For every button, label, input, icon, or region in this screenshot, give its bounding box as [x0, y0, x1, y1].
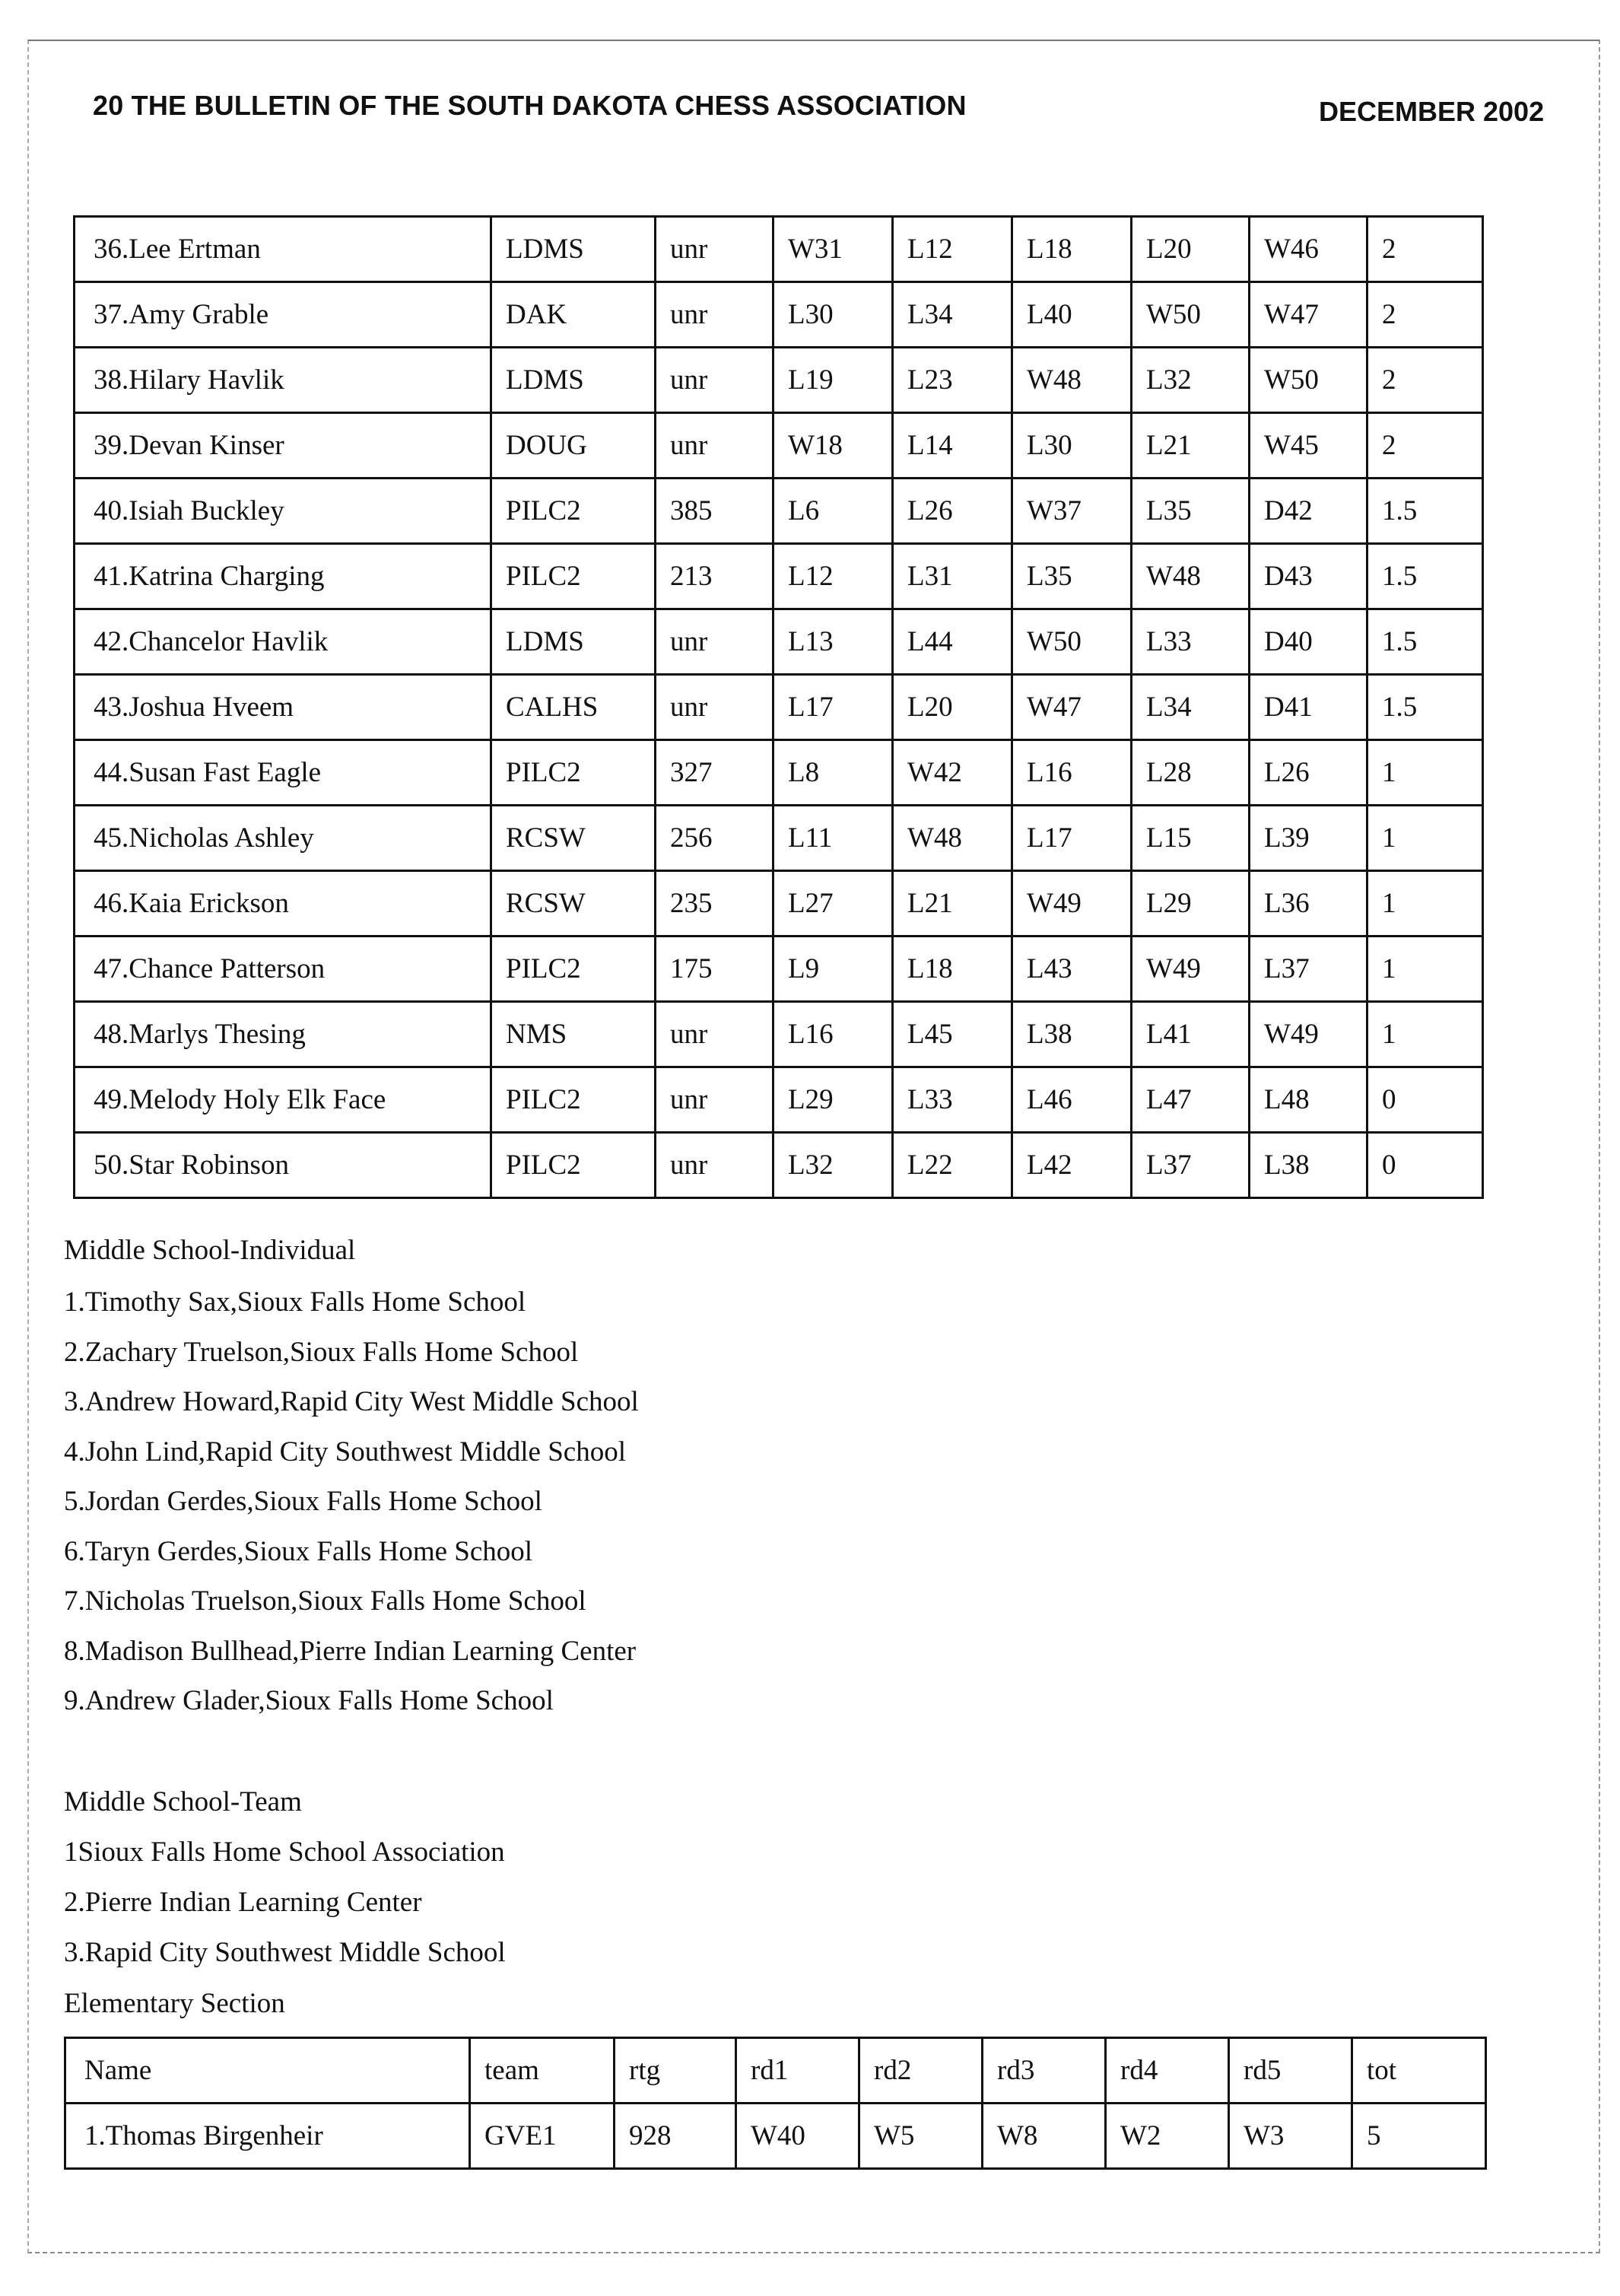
team-cell: RCSW: [491, 871, 656, 937]
player-name-cell: 39.Devan Kinser: [75, 413, 491, 479]
total-cell: 5: [1352, 2104, 1486, 2169]
table-row: [75, 937, 1483, 1002]
total-cell: 1: [1367, 871, 1483, 937]
player-name-cell: 38.Hilary Havlik: [75, 348, 491, 413]
round-5-cell: L37: [1250, 937, 1367, 1002]
round-2-cell: L31: [893, 544, 1012, 609]
player-name-cell: 40.Isiah Buckley: [75, 479, 491, 544]
round-3-cell: L40: [1012, 282, 1132, 348]
round-5-cell: D43: [1250, 544, 1367, 609]
player-name-cell: 48.Marlys Thesing: [75, 1002, 491, 1067]
round-3-cell: L35: [1012, 544, 1132, 609]
total-cell: 1.5: [1367, 609, 1483, 675]
table-row: [75, 544, 1483, 609]
player-name-cell: 42.Chancelor Havlik: [75, 609, 491, 675]
rating-cell: unr: [656, 1133, 773, 1198]
round-5-cell: W47: [1250, 282, 1367, 348]
list-item: 1Sioux Falls Home School Association: [64, 1836, 505, 1868]
rating-cell: 213: [656, 544, 773, 609]
total-cell: 1.5: [1367, 675, 1483, 740]
round-1-cell: L16: [773, 1002, 893, 1067]
column-header: rd4: [1106, 2038, 1229, 2104]
column-header: rd1: [736, 2038, 859, 2104]
round-3-cell: L16: [1012, 740, 1132, 806]
round-1-cell: L17: [773, 675, 893, 740]
list-item: 9.Andrew Glader,Sioux Falls Home School: [64, 1685, 554, 1716]
player-name-cell: 46.Kaia Erickson: [75, 871, 491, 937]
team-cell: DAK: [491, 282, 656, 348]
round-1-cell: L12: [773, 544, 893, 609]
round-3-cell: L43: [1012, 937, 1132, 1002]
player-name-cell: 50.Star Robinson: [75, 1133, 491, 1198]
team-cell: PILC2: [491, 544, 656, 609]
list-item: 4.John Lind,Rapid City Southwest Middle School: [64, 1436, 626, 1468]
round-2-cell: L22: [893, 1133, 1012, 1198]
results-table-elementary: [64, 2037, 1487, 2170]
table-header-row: [65, 2038, 1486, 2104]
issue-date: DECEMBER 2002: [1319, 96, 1545, 127]
round-4-cell: L34: [1132, 675, 1250, 740]
middle-individual-heading: Middle School-Individual: [64, 1235, 356, 1266]
team-cell: PILC2: [491, 479, 656, 544]
list-item: 8.Madison Bullhead,Pierre Indian Learning Center: [64, 1635, 637, 1667]
total-cell: 1.5: [1367, 544, 1483, 609]
round-2-cell: W5: [859, 2104, 983, 2169]
round-3-cell: W49: [1012, 871, 1132, 937]
rating-cell: unr: [656, 348, 773, 413]
round-5-cell: D41: [1250, 675, 1367, 740]
results-table-middle-school: [73, 215, 1484, 1199]
round-1-cell: L9: [773, 937, 893, 1002]
round-5-cell: D40: [1250, 609, 1367, 675]
player-name-cell: 37.Amy Grable: [75, 282, 491, 348]
round-4-cell: W2: [1106, 2104, 1229, 2169]
rating-cell: unr: [656, 217, 773, 282]
column-header: rd2: [859, 2038, 983, 2104]
player-name-cell: 43.Joshua Hveem: [75, 675, 491, 740]
round-4-cell: L35: [1132, 479, 1250, 544]
table-row: [75, 1002, 1483, 1067]
round-4-cell: L32: [1132, 348, 1250, 413]
team-cell: LDMS: [491, 348, 656, 413]
total-cell: 2: [1367, 413, 1483, 479]
round-4-cell: W48: [1132, 544, 1250, 609]
team-cell: DOUG: [491, 413, 656, 479]
round-2-cell: L45: [893, 1002, 1012, 1067]
player-name-cell: 45.Nicholas Ashley: [75, 806, 491, 871]
rating-cell: unr: [656, 609, 773, 675]
column-header: Name: [65, 2038, 470, 2104]
table-row: [75, 1133, 1483, 1198]
total-cell: 0: [1367, 1133, 1483, 1198]
round-1-cell: W18: [773, 413, 893, 479]
round-2-cell: L21: [893, 871, 1012, 937]
player-name-cell: 41.Katrina Charging: [75, 544, 491, 609]
rating-cell: 385: [656, 479, 773, 544]
round-1-cell: L6: [773, 479, 893, 544]
round-5-cell: W45: [1250, 413, 1367, 479]
player-name-cell: 47.Chance Patterson: [75, 937, 491, 1002]
team-cell: LDMS: [491, 217, 656, 282]
round-3-cell: L17: [1012, 806, 1132, 871]
table-row: [75, 413, 1483, 479]
total-cell: 2: [1367, 282, 1483, 348]
round-3-cell: W48: [1012, 348, 1132, 413]
column-header: rd3: [983, 2038, 1106, 2104]
round-3-cell: W37: [1012, 479, 1132, 544]
round-3-cell: W50: [1012, 609, 1132, 675]
round-3-cell: L42: [1012, 1133, 1132, 1198]
round-4-cell: L47: [1132, 1067, 1250, 1133]
round-4-cell: L41: [1132, 1002, 1250, 1067]
list-item: 2.Pierre Indian Learning Center: [64, 1887, 422, 1918]
rating-cell: 175: [656, 937, 773, 1002]
round-5-cell: W3: [1229, 2104, 1352, 2169]
round-5-cell: W50: [1250, 348, 1367, 413]
round-3-cell: L30: [1012, 413, 1132, 479]
column-header: team: [470, 2038, 615, 2104]
table-row: [75, 1067, 1483, 1133]
team-cell: GVE1: [470, 2104, 615, 2169]
round-4-cell: L29: [1132, 871, 1250, 937]
round-4-cell: L33: [1132, 609, 1250, 675]
round-5-cell: L36: [1250, 871, 1367, 937]
rating-cell: 327: [656, 740, 773, 806]
round-2-cell: L33: [893, 1067, 1012, 1133]
round-1-cell: L27: [773, 871, 893, 937]
table-row: [75, 675, 1483, 740]
round-5-cell: W49: [1250, 1002, 1367, 1067]
round-5-cell: L38: [1250, 1133, 1367, 1198]
round-3-cell: L38: [1012, 1002, 1132, 1067]
total-cell: 2: [1367, 217, 1483, 282]
total-cell: 1: [1367, 806, 1483, 871]
round-2-cell: W42: [893, 740, 1012, 806]
round-4-cell: L15: [1132, 806, 1250, 871]
round-4-cell: L37: [1132, 1133, 1250, 1198]
total-cell: 1: [1367, 740, 1483, 806]
rating-cell: 928: [615, 2104, 736, 2169]
total-cell: 1.5: [1367, 479, 1483, 544]
table-row: [75, 282, 1483, 348]
round-1-cell: L32: [773, 1133, 893, 1198]
table-row: [75, 871, 1483, 937]
table-row: [65, 2104, 1486, 2169]
round-3-cell: W8: [983, 2104, 1106, 2169]
team-cell: PILC2: [491, 937, 656, 1002]
round-2-cell: L26: [893, 479, 1012, 544]
rating-cell: unr: [656, 1002, 773, 1067]
team-cell: PILC2: [491, 740, 656, 806]
list-item: 2.Zachary Truelson,Sioux Falls Home School: [64, 1336, 579, 1368]
player-name-cell: 44.Susan Fast Eagle: [75, 740, 491, 806]
round-3-cell: L46: [1012, 1067, 1132, 1133]
round-1-cell: L11: [773, 806, 893, 871]
rating-cell: unr: [656, 282, 773, 348]
round-3-cell: L18: [1012, 217, 1132, 282]
round-4-cell: W50: [1132, 282, 1250, 348]
total-cell: 0: [1367, 1067, 1483, 1133]
middle-team-heading: Middle School-Team: [64, 1786, 302, 1817]
team-cell: NMS: [491, 1002, 656, 1067]
round-5-cell: L39: [1250, 806, 1367, 871]
team-cell: PILC2: [491, 1067, 656, 1133]
total-cell: 1: [1367, 937, 1483, 1002]
total-cell: 2: [1367, 348, 1483, 413]
round-1-cell: L8: [773, 740, 893, 806]
team-cell: RCSW: [491, 806, 656, 871]
table-row: [75, 217, 1483, 282]
round-4-cell: L28: [1132, 740, 1250, 806]
round-2-cell: L23: [893, 348, 1012, 413]
round-1-cell: L13: [773, 609, 893, 675]
table-row: [75, 740, 1483, 806]
list-item: 3.Rapid City Southwest Middle School: [64, 1937, 506, 1968]
rating-cell: unr: [656, 413, 773, 479]
round-5-cell: L26: [1250, 740, 1367, 806]
round-2-cell: L34: [893, 282, 1012, 348]
round-1-cell: L19: [773, 348, 893, 413]
round-3-cell: W47: [1012, 675, 1132, 740]
round-2-cell: L12: [893, 217, 1012, 282]
round-2-cell: L18: [893, 937, 1012, 1002]
table-row: [75, 348, 1483, 413]
round-4-cell: L21: [1132, 413, 1250, 479]
player-name-cell: 49.Melody Holy Elk Face: [75, 1067, 491, 1133]
column-header: rtg: [615, 2038, 736, 2104]
rating-cell: 235: [656, 871, 773, 937]
round-1-cell: W40: [736, 2104, 859, 2169]
round-1-cell: L29: [773, 1067, 893, 1133]
list-item: 6.Taryn Gerdes,Sioux Falls Home School: [64, 1535, 533, 1567]
round-4-cell: L20: [1132, 217, 1250, 282]
table-row: [75, 609, 1483, 675]
list-item: 3.Andrew Howard,Rapid City West Middle School: [64, 1386, 639, 1417]
rating-cell: 256: [656, 806, 773, 871]
round-1-cell: L30: [773, 282, 893, 348]
round-2-cell: W48: [893, 806, 1012, 871]
rating-cell: unr: [656, 1067, 773, 1133]
player-name-cell: 1.Thomas Birgenheir: [65, 2104, 470, 2169]
round-4-cell: W49: [1132, 937, 1250, 1002]
elementary-heading: Elementary Section: [64, 1988, 285, 2019]
list-item: 5.Jordan Gerdes,Sioux Falls Home School: [64, 1486, 542, 1517]
team-cell: CALHS: [491, 675, 656, 740]
list-item: 7.Nicholas Truelson,Sioux Falls Home School: [64, 1585, 586, 1617]
table-row: [75, 479, 1483, 544]
round-2-cell: L44: [893, 609, 1012, 675]
round-1-cell: W31: [773, 217, 893, 282]
round-5-cell: D42: [1250, 479, 1367, 544]
team-cell: PILC2: [491, 1133, 656, 1198]
round-5-cell: W46: [1250, 217, 1367, 282]
list-item: 1.Timothy Sax,Sioux Falls Home School: [64, 1286, 526, 1318]
total-cell: 1: [1367, 1002, 1483, 1067]
table-row: [75, 806, 1483, 871]
round-5-cell: L48: [1250, 1067, 1367, 1133]
bulletin-title: 20 THE BULLETIN OF THE SOUTH DAKOTA CHESS ASSOCIATION: [93, 90, 967, 121]
rating-cell: unr: [656, 675, 773, 740]
round-2-cell: L20: [893, 675, 1012, 740]
column-header: rd5: [1229, 2038, 1352, 2104]
player-name-cell: 36.Lee Ertman: [75, 217, 491, 282]
team-cell: LDMS: [491, 609, 656, 675]
column-header: tot: [1352, 2038, 1486, 2104]
round-2-cell: L14: [893, 413, 1012, 479]
